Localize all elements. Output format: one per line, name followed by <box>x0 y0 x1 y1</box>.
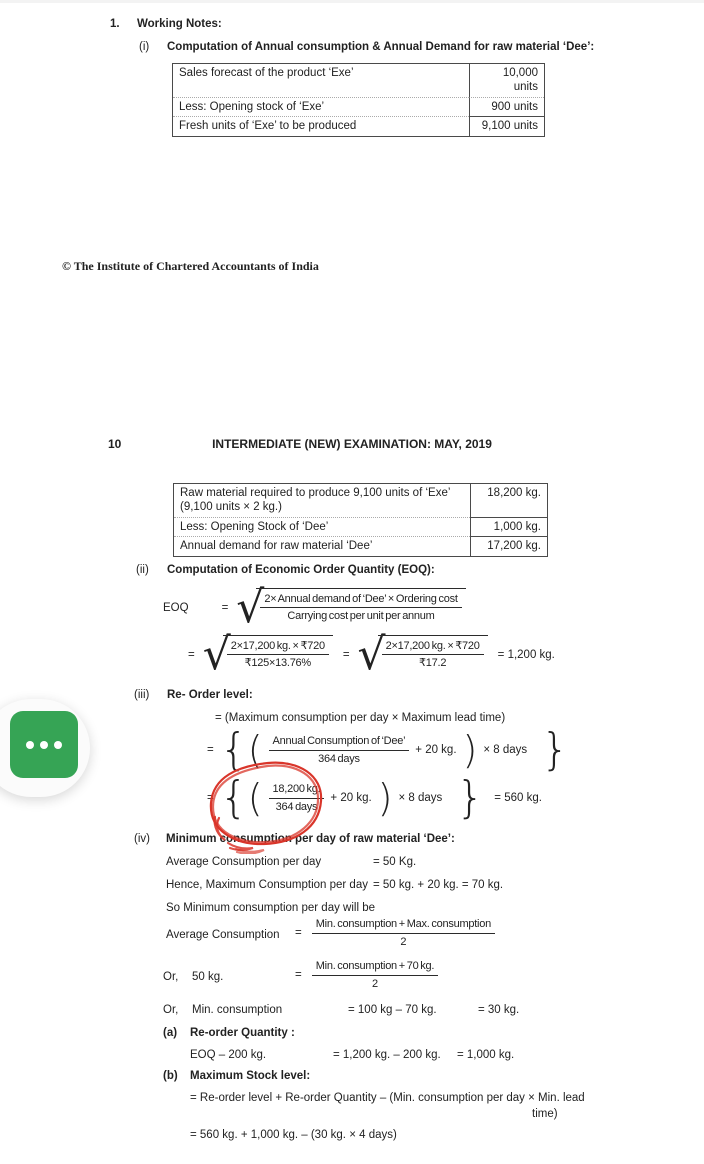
or-value: 50 kg. <box>192 971 224 983</box>
or2-prefix: Or, <box>163 1004 179 1016</box>
paren-open: ( <box>247 728 263 772</box>
sub-a-label: (a) <box>163 1027 178 1039</box>
avg-consumption-fraction <box>295 916 495 950</box>
table-row <box>173 64 544 97</box>
equals-sign: = <box>342 648 350 661</box>
paren-close: ) <box>462 728 478 772</box>
paren-open: ( <box>247 776 263 820</box>
eoq-lhs: EOQ <box>163 601 189 614</box>
working-notes-title: Working Notes: <box>137 18 222 30</box>
avg-consumption-eq-label: Average Consumption <box>166 929 280 941</box>
equals-sign: = <box>295 926 302 939</box>
section-ii-title: Computation of Economic Order Quantity (EOQ): <box>167 564 435 576</box>
formula-denominator: 2 <box>400 935 407 948</box>
table-cell-value: 17,200 kg. <box>470 536 547 555</box>
eoq-formula <box>163 582 466 633</box>
formula-numerator: 2×17,200 kg. × ₹720 <box>382 639 484 655</box>
fraction <box>312 959 438 991</box>
ellipsis-dot <box>26 741 34 749</box>
table-row <box>173 116 544 135</box>
sub-b-line1-wrap: time) <box>532 1108 558 1120</box>
sub-b-line1: = Re-order level + Re-order Quantity – (Min. consumption per day × Min. lead <box>190 1092 585 1104</box>
table-cell-value: 18,200 kg. <box>470 484 547 517</box>
table-cell-label: Sales forecast of the product ‘Exe’ <box>179 67 354 79</box>
table-cell-label: Less: Opening stock of ‘Exe’ <box>173 97 469 116</box>
formula-denominator: Carrying cost per unit per annum <box>287 610 435 623</box>
copyright-line: © The Institute of Chartered Accountants of India <box>62 259 319 273</box>
avg-consumption-label: Average Consumption per day <box>166 856 322 868</box>
formula-numerator: 2× Annual demand of ‘Dee’ × Ordering cost <box>260 592 461 608</box>
top-edge-divider <box>0 0 704 3</box>
section-ii-label: (ii) <box>136 564 149 576</box>
formula-numerator: Min. consumption + 70 kg. <box>312 959 438 975</box>
reorder-result: = 560 kg. <box>494 791 542 804</box>
table-row <box>173 97 544 116</box>
equals-sign: = <box>188 648 195 661</box>
formula-denominator: 2 <box>372 977 378 990</box>
table-annual-consumption <box>172 63 545 137</box>
page-number: 10 <box>108 437 122 451</box>
min-consumption-result: = 30 kg. <box>478 1004 520 1016</box>
formula-denominator: 364 days <box>275 800 318 813</box>
formula-denominator: 364 days <box>318 752 360 765</box>
table-cell-label: Less: Opening Stock of ‘Dee’ <box>174 517 470 536</box>
formula-numerator: Min. consumption + Max. consumption <box>312 917 495 933</box>
radical-sign: √ <box>202 629 231 680</box>
brace-close: } <box>456 772 485 823</box>
table-annual-demand <box>173 483 548 557</box>
table-cell-label <box>174 484 470 517</box>
table-row <box>174 517 547 536</box>
table-cell-label: Annual demand for raw material ‘Dee’ <box>174 536 470 555</box>
times-term: × 8 days <box>398 791 443 804</box>
paren-close: ) <box>377 776 393 820</box>
max-consumption-value: = 50 kg. + 20 kg. = 70 kg. <box>373 879 504 891</box>
sub-a-title: Re-order Quantity : <box>190 1027 295 1039</box>
sub-a-lhs: EOQ – 200 kg. <box>190 1049 267 1061</box>
table-cell-value: 10,000 units <box>469 64 544 97</box>
radical-sign: √ <box>236 582 265 633</box>
eoq-result: = 1,200 kg. <box>497 648 555 661</box>
table-row <box>174 484 547 517</box>
section-iv-title: Minimum consumption per day of raw material ‘Dee’: <box>166 833 455 845</box>
section-i-title: Computation of Annual consumption & Annual Demand for raw material ‘Dee’: <box>167 41 595 53</box>
section-i-label: (i) <box>139 41 150 53</box>
square-root <box>236 582 465 633</box>
sub-a-mid: = 1,200 kg. – 200 kg. <box>333 1049 441 1061</box>
item-number: 1. <box>110 18 120 30</box>
sub-b-line2: = 560 kg. + 1,000 kg. – (30 kg. × 4 days) <box>190 1129 397 1141</box>
brace-close: } <box>541 724 570 775</box>
page-header-title: INTERMEDIATE (NEW) EXAMINATION: MAY, 2019 <box>212 437 492 451</box>
plus-term: + 20 kg. <box>330 791 372 804</box>
square-root <box>202 629 333 680</box>
ellipsis-dot <box>40 741 48 749</box>
table-cell-value: 1,000 kg. <box>470 517 547 536</box>
or-fraction <box>295 958 438 992</box>
equals-sign: = <box>221 601 229 614</box>
max-consumption-label: Hence, Maximum Consumption per day <box>166 879 368 891</box>
section-iii-title: Re- Order level: <box>167 689 253 701</box>
min-consumption-intro: So Minimum consumption per day will be <box>166 902 376 914</box>
brace-open: { <box>219 724 248 775</box>
reorder-definition-line: = (Maximum consumption per day × Maximum lead time) <box>215 712 506 724</box>
more-options-button[interactable] <box>10 711 78 778</box>
table-row <box>174 536 547 555</box>
fraction <box>312 917 495 949</box>
square-root <box>357 629 488 680</box>
radical-sign: √ <box>357 629 386 680</box>
min-consumption-mid: = 100 kg – 70 kg. <box>348 1004 437 1016</box>
equals-sign: = <box>295 968 302 981</box>
sub-b-title: Maximum Stock level: <box>190 1070 311 1082</box>
eoq-formula-values <box>188 629 555 680</box>
section-iii-label: (iii) <box>134 689 150 701</box>
formula-denominator: ₹17.2 <box>419 657 447 670</box>
min-consumption-label: Min. consumption <box>192 1004 283 1016</box>
plus-term: + 20 kg. <box>415 743 457 756</box>
formula-numerator: 18,200 kg. <box>269 782 325 798</box>
ellipsis-dot <box>54 741 62 749</box>
formula-numerator: 2×17,200 kg. × ₹720 <box>227 639 329 655</box>
equals-sign: = <box>207 743 214 756</box>
table-cell-value: 9,100 units <box>469 116 544 135</box>
section-iv-label: (iv) <box>134 833 150 845</box>
label-line-2: (9,100 units × 2 kg.) <box>180 501 282 514</box>
formula-numerator: Annual Consumption of ‘Dee’ <box>269 734 410 750</box>
table-cell-value: 900 units <box>469 97 544 116</box>
label-line-1: Raw material required to produce 9,100 units of ‘Exe’ <box>180 487 451 499</box>
times-term: × 8 days <box>483 743 528 756</box>
avg-consumption-value: = 50 Kg. <box>373 856 417 868</box>
equals-sign: = <box>207 791 214 804</box>
sub-b-label: (b) <box>163 1070 178 1082</box>
red-circle-annotation <box>198 756 336 854</box>
sub-a-result: = 1,000 kg. <box>457 1049 515 1061</box>
brace-open: { <box>219 772 248 823</box>
table-cell-label: Fresh units of ‘Exe’ to be produced <box>173 116 469 135</box>
formula-denominator: ₹125×13.76% <box>244 657 311 670</box>
or-prefix: Or, <box>163 971 179 983</box>
